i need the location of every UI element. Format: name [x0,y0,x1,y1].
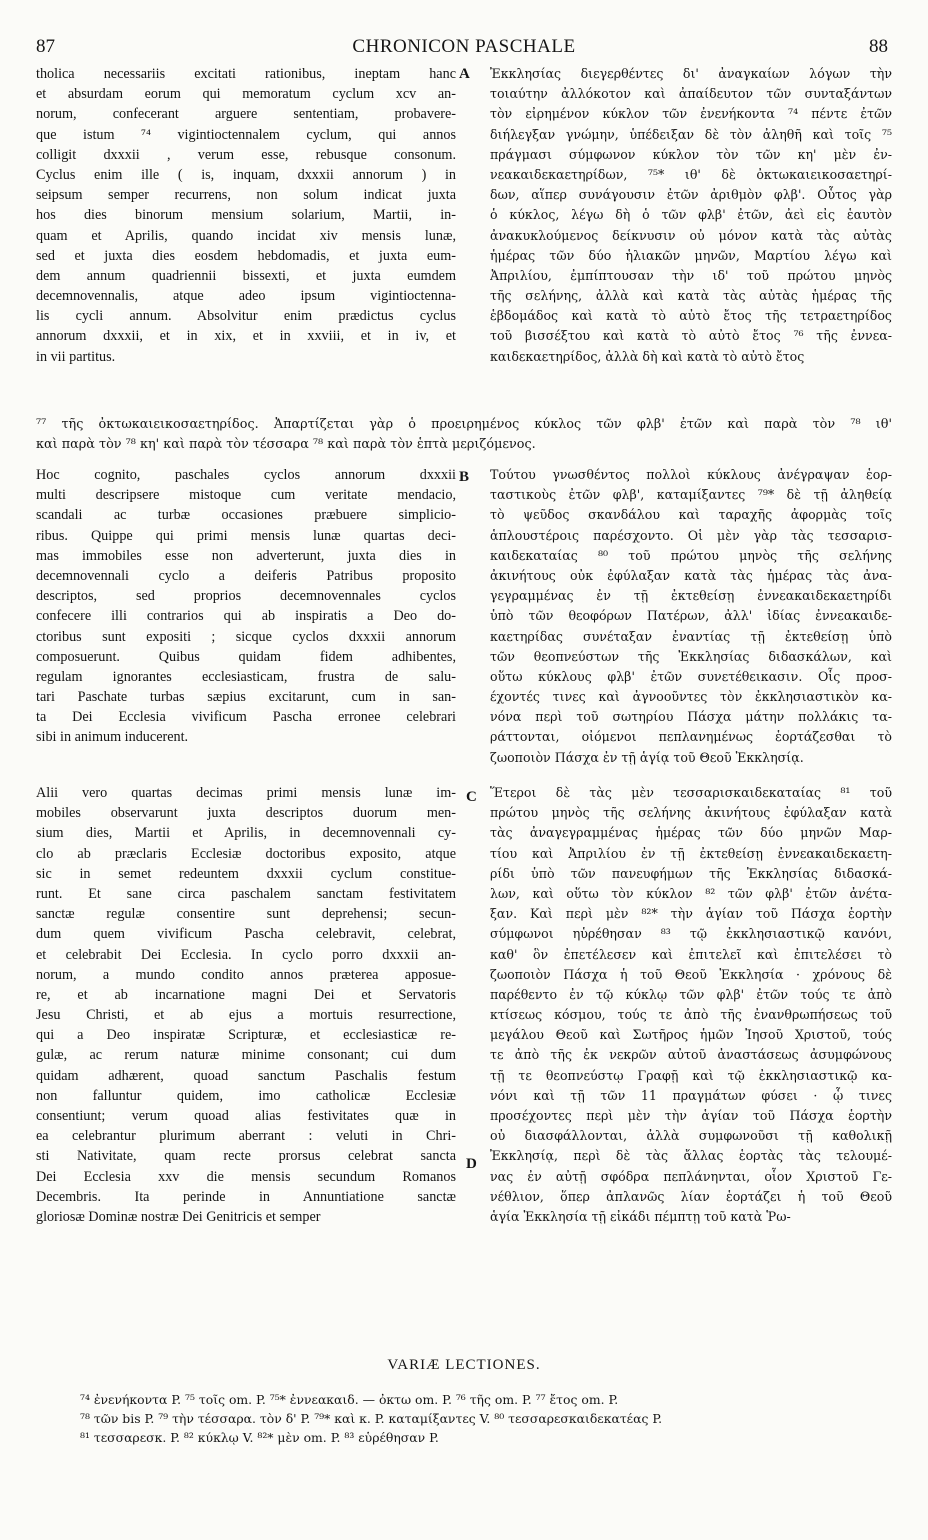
greek-text-line: τὰς ἀναγεγραμμένας ἡμέρας τῶν δύο μηνῶν Μαρ- [490,825,892,841]
latin-text-line: Jesu Christi, et ab ejus a mortuis resurrectione, [36,1007,456,1024]
latin-text-line: runt. Et sane circa paschalem sanctam festivitatem [36,885,456,902]
latin-text-line: annorum dxxxii, et in xix, et in xxviii, et in iv, et [36,328,456,345]
greek-text-line: οὐ διασφάλλονται, ἀλλὰ συμφωνοῦσι τῇ καθολικῇ [490,1128,892,1144]
greek-text-line: παρέθεντο ἐν τῷ κύκλῳ τῶν φλβ' ἐτῶν τούς τε ἀπὸ [490,986,892,1002]
latin-text-line: confecere illi contrarios qui ab inspiratis a Deo do- [36,608,456,625]
greek-text-line: τε ἀπὸ τῆς ἐκ νεκρῶν αὐτοῦ ἀναστάσεως ἀσυμφώνους [490,1047,892,1063]
latin-text-line: sic in semet redeuntem dxxxii cyclum constitue- [36,865,456,882]
greek-text-line: ὑπὸ τῶν θεοφόρων Πατέρων, ἀλλ' ἰδίας ἐννεακαιδε- [490,608,892,624]
latin-text-line: sium dies, Martii et Aprilis, in decemnovennali cy- [36,825,456,842]
greek-text-line: νόνα περὶ τοῦ σωτηρίου Πάσχα μάτην πολλάκις τα- [490,709,892,725]
variant-reading-line: ⁸¹ τεσσαρεσκ. P. ⁸² κύκλῳ V. ⁸²* μὲν om. P. ⁸³ εὑρέθησαν P. [80,1430,439,1445]
variant-reading-line: ⁷⁸ τῶν bis P. ⁷⁹ τὴν τέσσαρα. τὸν δ' P. ⁷⁹* καὶ κ. P. καταμίξαντες V. ⁸⁰ τεσσαρεσκαιδεκατέας P. [80,1411,663,1426]
latin-text-line: hos dies binorum mensium solarium, Martii, in- [36,207,456,224]
greek-full-width-text [36,415,892,455]
greek-full-line: ⁷⁷ τῆς ὀκτωκαιεικοσαετηρίδος. Ἀπαρτίζεται γὰρ ὁ προειρημένος κύκλος τῶν φλβ' ἐτῶν καὶ παρὰ τὸν ⁷⁸ ιθ' [36,417,892,432]
latin-text-line: lis cycli annum. Absolvitur enim prædictus cyclus [36,308,456,325]
latin-text-line: sed et juxta dies eosdem hebdomadis, et juxta eum- [36,247,456,264]
latin-text-line: gulæ, ac rerum naturæ minime consonant; cui dum [36,1047,456,1064]
greek-text-line: νέθλιον, ὅπερ ἀπλανῶς λίαν ἑορτάζει ἡ τοῦ Θεοῦ [490,1188,892,1204]
greek-text-line: νας ἐν αὐτῇ σφόδρα πεπλάνηνται, οἷον Χριστοῦ Γε- [490,1168,892,1184]
latin-text-line: Cyclus enim ille ( is, inquam, dxxxii annorum ) in [36,166,456,183]
latin-text-line: sibi in animum inducerent. [36,729,189,746]
latin-text-line: qui a Deo inspiratæ Scripturæ, et ecclesiasticæ re- [36,1027,456,1044]
greek-text-line: καιδεκαετηρίδος, ἀλλὰ δὴ καὶ κατὰ τὸ αὐτὸ ἔτος [490,348,805,364]
greek-text-line: καετηρίδας συνέταξαν ἐναντίας τῇ ἐκτεθείσῃ ὑπὸ [490,628,892,644]
variant-reading-line: ⁷⁴ ἐνενήκοντα P. ⁷⁵ τοῖς om. P. ⁷⁵* ἐννεακαιδ. — ὀκτω om. P. ⁷⁶ τῆς om. P. ⁷⁷ ἔτος om. P. [80,1392,619,1407]
margin-marker-a: A [459,66,470,82]
greek-text-line: τὸ ψεῦδος σκανδάλου καὶ ταραχῆς ἀφορμὰς τοῖς [490,507,892,523]
greek-text-line: οὕτω κύκλους φλβ' ἐτῶν συνετέθεικασιν. Οἷς προσ- [490,668,892,684]
latin-text-line: mobiles observarunt juxta descriptos duorum men- [36,805,456,822]
margin-marker-c: C [466,789,477,805]
greek-text-line: γεγραμμένας ἐν τῇ ἐκτεθείσῃ ἐννεακαιδεκαετηρίδι [490,588,892,604]
greek-text-line: τῶν θεοπνεύστων τῆς Ἐκκλησίας διδασκάλων, καὶ [490,648,892,664]
greek-text-line: ταστικοὺς ἐτῶν φλβ', καταμίξαντες ⁷⁹* δὲ τῇ ἀληθείᾳ [490,487,892,503]
greek-text-line: ἡμέρας τῶν δύο ἡλιακῶν μηνῶν, Μαρτίου λέγω καὶ [490,247,892,263]
latin-text-line: dum quem vivificum Pascha celebravit, celebrat, [36,926,456,943]
latin-text-line: Decembris. Ita perinde in Annuntiatione sanctæ [36,1188,456,1205]
greek-text-line: ἁπλουστέροις παρέσχοντο. Οἱ μὲν γὰρ τὰς τεσσαρισ- [490,527,892,543]
latin-text-line: norum, a mundo condito annos præterea apposue- [36,966,456,983]
greek-text-line: ἁγία Ἐκκλησία τῇ εἰκάδι πέμπτῃ τοῦ κατὰ Ῥω- [490,1208,791,1224]
greek-text-line: Ἕτεροι δὲ τὰς μὲν τεσσαρισκαιδεκαταίας ⁸¹ τοῦ [490,785,892,800]
greek-text-line: πρώτου μηνὸς τῆς σελήνης ἀκινήτους ἐφύλαξαν κατὰ [490,805,892,821]
latin-text-line: re, et ab incarnatione magni Dei et Servatoris [36,986,456,1003]
margin-marker-b: B [459,469,470,485]
greek-text-line: Ἀπριλίου, ἐμπίπτουσαν τὴν ιδ' τοῦ πρώτου μηνὸς [490,267,892,283]
greek-text-line: τοιαύτην ἀλλόκοτον καὶ ἀπαίδευτον τῶν συνταξάντων [490,86,892,102]
latin-text-line: in vii partitus. [36,348,116,365]
latin-text-line: gloriosæ Dominæ nostræ Dei Genitricis et semper [36,1208,321,1225]
greek-text-line: ράττονται, οἰόμενοι πεπλανημένως ἑορτάζεσθαι τὸ [490,729,892,745]
greek-text-line: ἑβδομάδος καὶ κατὰ τὸ αὐτὸ ἔτος τῆς τετραετηρίδος [490,308,892,324]
greek-text-line: τὸν εἰρημένον κύκλον τῶν ἐνενήκοντα ⁷⁴ πέντε ἐτῶν [490,106,892,122]
greek-text-line: έχοντές τινες καὶ ἀγνοοῦντες τὸν ἐκκλησιαστικὸν κα- [490,689,892,705]
greek-text-line: Ἐκκλησίᾳ, περὶ δὲ τὰς ἄλλας ἑορτὰς τὰς τελουμέ- [490,1148,892,1164]
right-page-number: 88 [869,36,888,57]
latin-text-line: decemnovennalis, atque adeo ipsum vigintioctenna- [36,288,456,305]
latin-column-section-2 [36,465,456,748]
greek-column-section-2 [490,465,892,768]
greek-text-line: ρίδι ὑπὸ τῶν πανευφήμων τῆς Ἐκκλησίας διδασκά- [490,865,892,881]
greek-text-line: διήλεγξαν γνώμην, ὑπέδειξαν δὲ τὸν ἀληθῆ καὶ τοῖς ⁷⁵ [490,126,892,142]
latin-text-line: dem annum quadriennii bissexti, et juxta eumdem [36,267,456,284]
latin-text-line: multi descripsere mistoque cum veritate mendacio, [36,487,456,504]
greek-text-line: τῇ τε θεοπνεύστῳ Γραφῇ καὶ τῷ ἐκκλησιαστικῷ κα- [490,1067,892,1083]
variae-lectiones-list [80,1390,892,1447]
greek-text-line: ὁ κύκλος, λέγω δὴ ὁ τῶν φλβ' ἐτῶν, ἀεὶ εἰς ἑαυτὸν [490,207,892,223]
latin-text-line: seipsum semper recurrens, non solum indicat juxta [36,187,456,204]
latin-text-line: mas immobiles esse non adverterunt, juxta dies in [36,547,456,564]
latin-text-line: ta Dei Ecclesia vivificum Pascha erronee celebrari [36,709,456,726]
greek-full-line: καὶ παρὰ τὸν ⁷⁸ κη' καὶ παρὰ τὸν τέσσαρα ⁷⁸ καὶ παρὰ τὸν ἑπτὰ μεριζόμενος. [36,437,536,452]
latin-text-line: Hoc cognito, paschales cyclos annorum dxxxii [36,467,456,483]
latin-text-line: que istum ⁷⁴ vigintioctennalem cyclum, qui annos [36,126,456,143]
latin-text-line: quidam adhærent, quoad sanctum Paschalis festum [36,1067,456,1084]
greek-text-line: τίου καὶ Ἀπριλίου ἐν τῇ ἐκτεθείσῃ ἐννεακαιδεκαετη- [490,845,892,861]
greek-text-line: ἀνακυκλούμενος δείκνυσιν οὐ μόνον κατὰ τὰς αὐτὰς [490,227,892,243]
latin-text-line: tari Paschate turbas sæpius excitarunt, cum in san- [36,689,456,706]
greek-text-line: τοῦ βισσέξτου καὶ κατὰ τὸ αὐτὸ ἔτος ⁷⁶ τῆς ἐννεα- [490,328,892,344]
running-title: CHRONICON PASCHALE [352,36,576,57]
variae-lectiones-title: VARIÆ LECTIONES. [387,1357,541,1373]
greek-text-line: Ἐκκλησίας διεγερθέντες δι' ἀναγκαίων λόγων τὴν [490,66,892,81]
latin-text-line: ea celebrantur plurimum aberrant : veluti in Chri- [36,1128,456,1145]
greek-text-line: ζωοποιὸν Πάσχα ἡ τοῦ Θεοῦ Ἐκκλησία · χρόνους δὲ [490,966,892,982]
greek-text-line: νεακαιδεκαετηρίδων, ⁷⁵* ιθ' δὲ ὀκτωκαιεικοσαετηρί- [490,166,892,182]
greek-text-line: σύμφωνοι ηὑρέθησαν ⁸³ τῷ ἐκκλησιαστικῷ κανόνι, [490,926,892,942]
latin-text-line: regulam ignorantes ecclesiasticam, frustra de salu- [36,668,456,685]
greek-text-line: λων, καὶ οὕτω τὸν κύκλον ⁸² τῶν φλβ' ἐτῶν ἀνέτα- [490,885,892,901]
latin-text-line: norum, confecerant arguere sententiam, probavere- [36,106,456,123]
greek-text-line: νόνι καὶ τῇ τῶν 11 πραγμάτων φύσει · ᾧ τινες [490,1087,892,1103]
latin-text-line: ribus. Quippe qui primi mensis lunæ quartas deci- [36,527,456,544]
latin-text-line: ctoribus sunt expositi ; sicque cyclos dxxxii annorum [36,628,456,645]
latin-text-line: quam et Aprilis, quando incidat xiv mensis lunæ, [36,227,456,244]
latin-text-line: descriptos, sed proprios decemnovennales cyclos [36,588,456,605]
latin-text-line: sanctæ regulæ consentire sunt deprehensi; secun- [36,906,456,923]
greek-text-line: Τούτου γνωσθέντος πολλοὶ κύκλους ἀνέγραψαν ἑορ- [490,467,892,482]
latin-text-line: composuerunt. Quibus quidam fidem adhibentes, [36,648,456,665]
left-page-number: 87 [36,36,55,57]
latin-text-line: Dei Ecclesia xxv die mensis secundum Romanos [36,1168,456,1185]
latin-text-line: colligit dxxxii , verum esse, rebusque consonum. [36,146,456,163]
latin-text-line: non falluntur quidem, imo catholicæ Ecclesiæ [36,1087,456,1104]
latin-column-section-1 [36,64,456,367]
greek-text-line: ἀκινήτους οὐκ ἐφύλαξαν κατὰ τὰς ἡμέρας τὰς ἀνα- [490,567,892,583]
greek-column-section-1 [490,64,892,367]
page-header [0,36,928,58]
greek-text-line: δων, αἵπερ συνάγουσιν ἐτῶν ἀριθμὸν φλβ'. Οὗτος γὰρ [490,187,892,203]
greek-text-line: κτίσεως κόσμου, τούς τε ἀπὸ τῆς ἐνανθρωπήσεως τοῦ [490,1007,892,1023]
latin-column-section-3 [36,783,456,1227]
latin-text-line: et celebrabit Dei Ecclesia. In cyclo porro dxxxii an- [36,946,456,963]
greek-text-line: προσέχοντες περὶ μὲν τὴν ἁγίαν τοῦ Πάσχα ἑορτὴν [490,1108,892,1123]
latin-text-line: consentiunt; verum quoad alias festivitates quæ in [36,1108,456,1124]
greek-text-line: ξαν. Καὶ περὶ μὲν ⁸²* τὴν ἁγίαν τοῦ Πάσχα ἑορτὴν [490,906,892,922]
greek-text-line: πράγμασι σύμφωνον κύκλον τὸν τῶν κη' μὲν ἐν- [490,146,892,162]
latin-text-line: tholica necessariis excitati rationibus, ineptam hanc [36,66,456,82]
greek-text-line: τῆς σελήνης, ἀλλὰ καὶ κατὰ τὰς αὐτὰς ἡμέρας τῆς [490,288,892,304]
greek-text-line: καιδεκαταίας ⁸⁰ τοῦ πρώτου μηνὸς τῆς σελήνης [490,547,892,563]
greek-text-line: μεγάλου Θεοῦ καὶ Σωτῆρος ἡμῶν Ἰησοῦ Χριστοῦ, τούς [490,1027,892,1043]
latin-text-line: Alii vero quartas decimas primi mensis lunæ im- [36,785,456,801]
latin-text-line: scandali ac turbæ occasiones præbuere simplicio- [36,507,456,524]
latin-text-line: sti Nativitate, quam recte prorsus celebrat sancta [36,1148,456,1165]
greek-column-section-3 [490,783,892,1227]
margin-marker-d: D [466,1156,477,1172]
latin-text-line: decemnovennali cyclo a deiferis Patribus proposito [36,567,456,584]
latin-text-line: clo ab præclaris Ecclesiæ doctoribus exposito, atque [36,845,456,862]
greek-text-line: ζωοποιὸν Πάσχα ἐν τῇ ἁγίᾳ τοῦ Θεοῦ Ἐκκλησίᾳ. [490,749,804,765]
greek-text-line: καθ' ὃν ἐπετέλεσεν καὶ ἐπιτελεῖ καὶ ἐπιτελέσει τὸ [490,946,892,962]
latin-text-line: et absurdam eorum qui memoratum cyclum xcv an- [36,86,456,103]
